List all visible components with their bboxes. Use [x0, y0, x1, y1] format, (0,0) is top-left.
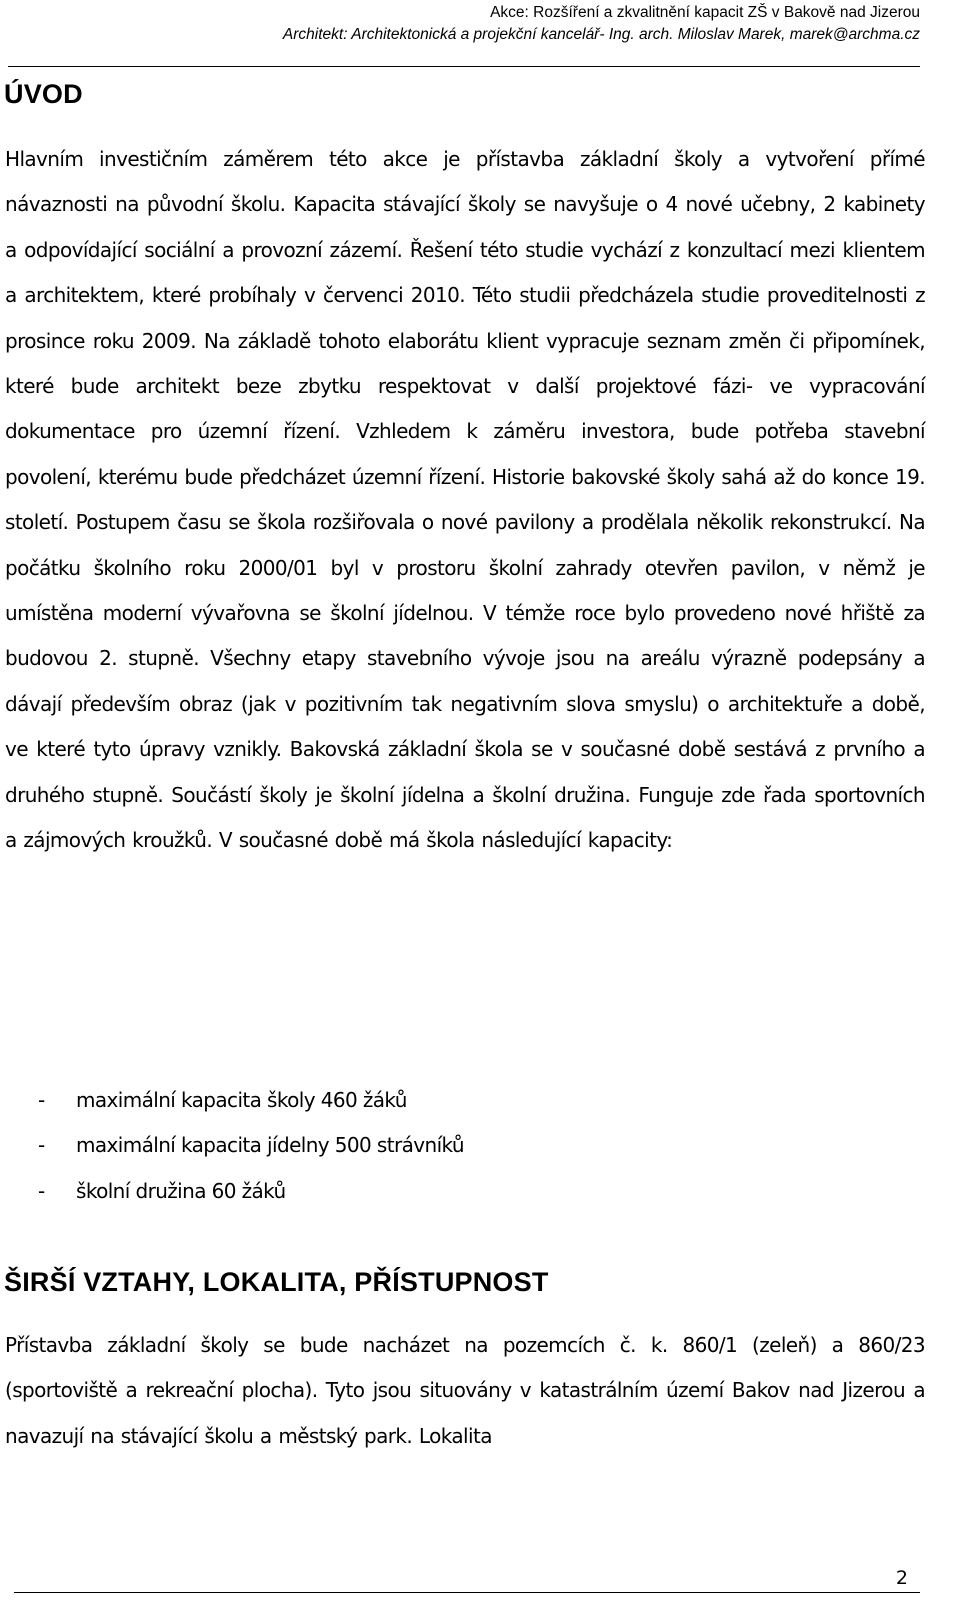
section-paragraph-uvod: Hlavním investičním záměrem této akce je přístavba základní školy a vytvoření přímé návaznosti na původní školu. Kapacita stávající školy se navyšuje o 4 nové učebny, 2 kabinety a odpovídající sociální a provozní zázemí. Řešení této studie vychází z konzultací mezi klientem a architektem, které probíhaly v červenci 2010. Této studii předcházela studie proveditelnosti z prosince roku 2009. Na základě tohoto elaborátu klient vypracuje seznam změn či připomínek, které bude architekt beze zbytku respektovat v další projektové fázi- ve vypracování dokumentace pro územní řízení. Vzhledem k záměru investora, bude potřeba stavební povolení, kterému bude předcházet územní řízení. Historie bakovské školy sahá až do konce 19. století. Postupem času se škola rozšiřovala o nové pavilony a prodělala několik rekonstrukcí. Na počátku školního roku 2000/01 byl v prostoru školní zahrady otevřen pavilon, v němž je umístěna moderní vývařovna se školní jídelnou. V témže roce bylo provedeno nové hřiště za budovou 2. stupně. Všechny etapy stavebního vývoje jsou na areálu výrazně podepsány a dávají především obraz (jak v pozitivním tak negativním slova smyslu) o architektuře a době, ve které tyto úpravy vznikly. Bakovská základní škola se v současné době sestává z prvního a druhého stupně. Součástí školy je školní jídelna a školní družina. Funguje zde řada sportovních a zájmových kroužků. V současné době má škola následující kapacity:: [5, 147, 925, 853]
list-item: [38, 1078, 464, 1123]
section-heading-sirsi-vztahy: ŠIRŠÍ VZTAHY, LOKALITA, PŘÍSTUPNOST: [4, 1267, 549, 1297]
list-bullet: -: [38, 1178, 45, 1203]
section-paragraph-sirsi-vztahy: Přístavba základní školy se bude nacházet na pozemcích č. k. 860/1 (zeleň) a 860/23 (sportoviště a rekreační plocha). Tyto jsou situovány v katastrálním území Bakov nad Jizerou a navazují na stávající školu a městský park. Lokalita: [5, 1333, 925, 1448]
list-item-text: maximální kapacita školy 460 žáků: [76, 1088, 407, 1112]
list-bullet: -: [38, 1088, 45, 1112]
list-bullet: -: [38, 1133, 45, 1158]
list-item-text: maximální kapacita jídelny 500 strávníků: [76, 1133, 464, 1158]
capacity-list: [38, 1078, 464, 1214]
page-number: 2: [895, 1567, 908, 1589]
footer-divider: [14, 1592, 920, 1593]
list-item-text: školní družina 60 žáků: [76, 1178, 286, 1203]
header-divider: [8, 66, 920, 67]
section-heading-uvod: ÚVOD: [4, 79, 83, 109]
header-project-title: Akce: Rozšíření a zkvalitnění kapacit ZŠ v Bakově nad Jizerou: [490, 4, 920, 21]
document-header: [283, 2, 920, 46]
header-architect: Architekt: Architektonická a projekční kancelář- Ing. arch. Miloslav Marek, marek@archma.cz: [282, 26, 920, 43]
list-item: [38, 1123, 464, 1168]
list-item: [38, 1169, 464, 1214]
